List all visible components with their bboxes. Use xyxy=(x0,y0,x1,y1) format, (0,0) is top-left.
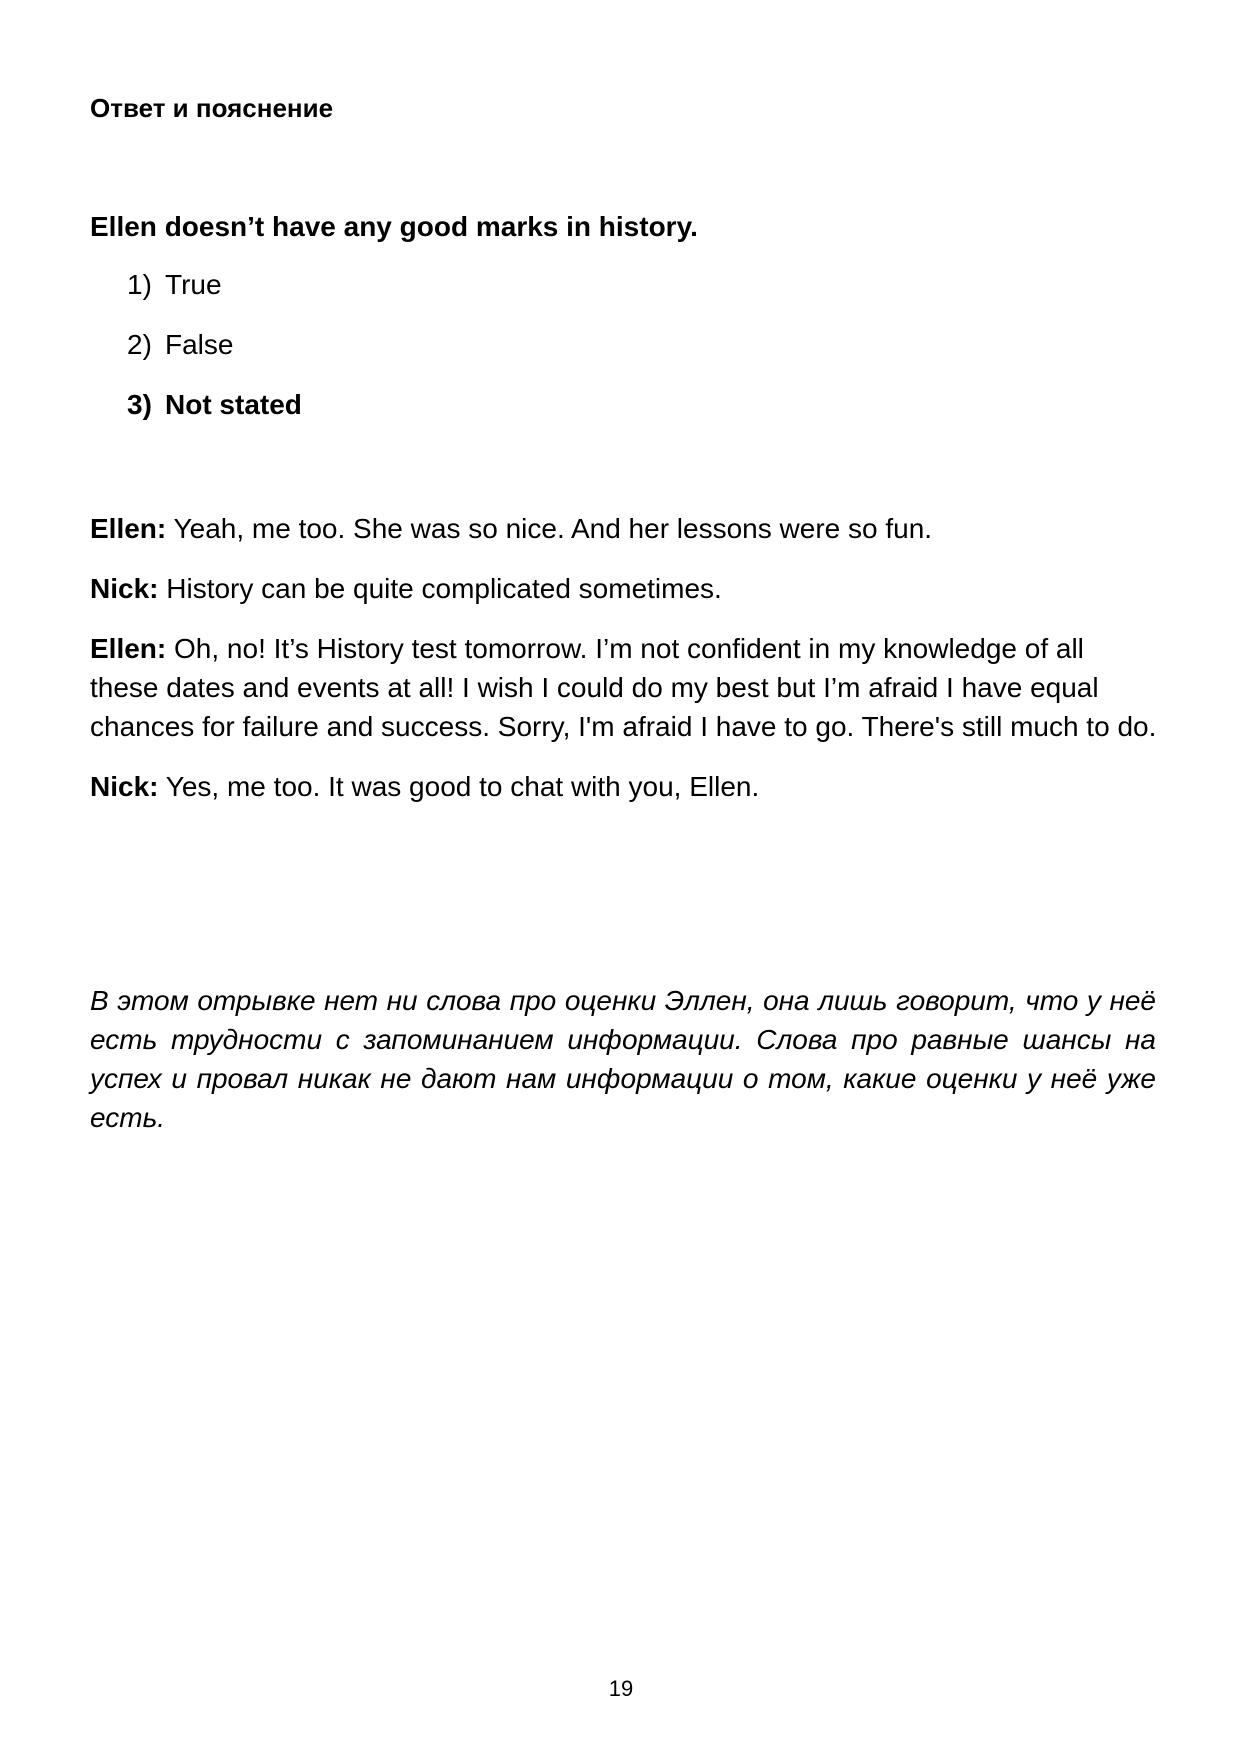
answer-options-list xyxy=(127,268,302,448)
option-number: 3) xyxy=(127,389,152,420)
speaker-name: Ellen: xyxy=(90,513,167,544)
option-number: 2) xyxy=(127,329,152,360)
question-text: Ellen doesn’t have any good marks in history. xyxy=(90,211,698,242)
option-label: False xyxy=(165,329,234,360)
dialogue-text: Oh, no! It’s History test tomorrow. I’m not confident in my knowledge of all these dates and events at all! I wish I could do my best but I’m afraid I have equal chances for failure and success. Sorry, I'm afraid I have to go. There's still much to do. xyxy=(90,633,1157,742)
option-number: 1) xyxy=(127,269,152,300)
speaker-name: Ellen: xyxy=(90,633,167,664)
answer-option-2 xyxy=(127,328,302,362)
answer-option-1 xyxy=(127,268,302,302)
dialogue-line xyxy=(90,767,1160,806)
dialogue-excerpt xyxy=(90,509,1160,827)
dialogue-line xyxy=(90,629,1160,746)
option-label: True xyxy=(165,269,222,300)
explanation-paragraph: В этом отрывке нет ни слова про оценки Эллен, она лишь говорит, что у неё есть трудности с запоминанием информации. Слова про равные шансы на успех и провал никак не дают нам информации о том, какие оценки у неё уже есть. xyxy=(90,985,1156,1133)
dialogue-line xyxy=(90,509,1160,548)
dialogue-text: Yeah, me too. She was so nice. And her lessons were so fun. xyxy=(173,513,933,544)
answer-option-3-correct xyxy=(127,388,302,422)
dialogue-text: History can be quite complicated sometimes. xyxy=(166,573,722,604)
speaker-name: Nick: xyxy=(90,771,159,802)
page-number: 19 xyxy=(608,1676,634,1701)
option-label: Not stated xyxy=(165,389,302,420)
dialogue-text: Yes, me too. It was good to chat with you, Ellen. xyxy=(165,771,760,802)
dialogue-line xyxy=(90,569,1160,608)
speaker-name: Nick: xyxy=(90,573,159,604)
section-heading: Ответ и пояснение xyxy=(90,93,334,123)
